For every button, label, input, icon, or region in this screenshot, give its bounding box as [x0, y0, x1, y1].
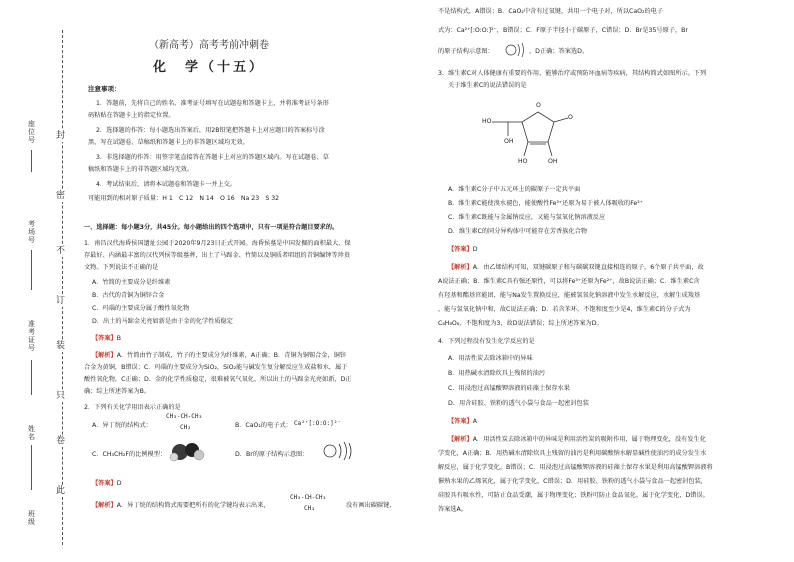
q2-explanation-formula-branch: CH₃	[304, 505, 315, 512]
q3-option: C．维生素C既能与金属钠反应，又能与氢氧化钠溶液反应	[448, 214, 606, 221]
q3-stem: 3．维生素C对人体健康有重要的作用，能够治疗或预防坏血病等疾病，其结构简式如图所示。下列	[438, 70, 707, 77]
vitamin-c-atom-label: O	[536, 102, 541, 109]
q2-explanation	[92, 500, 269, 509]
vitamin-c-atom-label: HO	[482, 118, 492, 125]
exam-room-label: 考场号	[28, 220, 35, 244]
q2-explanation-cont: 的原子结构示意图：	[438, 48, 494, 55]
q1-option: B．古代的青铜为铜锌合金	[92, 292, 165, 299]
q3-explanation	[448, 262, 704, 271]
explanation-label: 【解析】	[92, 502, 117, 509]
answer-label: 【答案】	[448, 418, 473, 425]
q2-option-b: B．CaO₂的电子式：	[235, 422, 292, 429]
vitamin-c-atom-label: OH	[504, 138, 514, 145]
q2-option-a-formula: CH₃-CH-CH₃	[166, 413, 203, 420]
q1-explanation-line: 确；综上所述答案为B。	[84, 388, 151, 395]
binding-word: 密	[56, 191, 66, 201]
answer-value: B	[116, 335, 121, 342]
q2-explanation-cont: ，D正确；答案选D。	[529, 48, 589, 55]
q4-option: B．用热碱水清除炊具上残留的油污	[448, 370, 546, 377]
explanation-label: 【解析】	[448, 264, 473, 271]
seat-number-blank[interactable]	[31, 150, 32, 172]
binding-dashed-line	[62, 30, 63, 545]
binding-word: 卷	[56, 436, 66, 446]
binding-word: 订	[56, 296, 66, 306]
vitamin-c-atom-label: OH	[548, 158, 558, 165]
vitamin-c-atom-label: HO	[518, 158, 528, 165]
q2-explanation-formula: CH₃-CH-CH₃	[290, 494, 327, 501]
q4-explanation-line: 答案选A。	[438, 506, 467, 513]
explanation-text: A．竹简由竹子制成，竹子的主要成分为纤维素，A正确；B．青铜为铜锡合金，铜锌	[116, 352, 347, 359]
answer-value: D	[116, 480, 122, 487]
ticket-number-blank[interactable]	[31, 360, 32, 395]
q2-stem: 2．下列有关化学用语表示正确的是	[84, 404, 181, 411]
q3-option: D．维生素C的同分异构体中可能存在芳香族化合物	[448, 228, 588, 235]
explanation-text: A．用活性炭去除冰箱中的异味是利用活性炭的吸附作用，属于物理变化，没有发生化	[472, 436, 706, 443]
q2-option-c: C．CH₃CH₂F的比例模型：	[92, 451, 167, 458]
binding-word: 不	[56, 246, 66, 256]
notice-line: 1．答题前，先将自己的姓名、准考证号填写在试题卷和答题卡上，并将准考证号条形	[96, 100, 329, 107]
answer-label: 【答案】	[448, 246, 473, 253]
answer-value: A	[472, 418, 477, 425]
binding-word: 封	[56, 131, 66, 141]
q2-option-a-formula-branch: CH₃	[180, 424, 191, 431]
q1-explanation-line: 酸性氧化物，C正确；D．金的化学性质稳定，很难被氧气氧化，所以出土的马蹄金光亮如新，D正	[84, 376, 352, 383]
explanation-text: A．由乙烯结构可知，双键碳原子和与碳碳双键直接相连的原子，6个原子共平面，故	[472, 264, 704, 271]
explanation-label: 【解析】	[92, 352, 117, 359]
name-label: 姓名	[28, 425, 35, 441]
q4-option: D．用含硅胶、铁粉的透气小袋与食品一起密封包装	[448, 400, 589, 407]
q1-stem: 1．南昌汉代海昏侯国遗址公园于2020年9月23日正式开园。海昏侯墓是中国发掘的面积最大、保	[84, 240, 351, 247]
exam-series-title: （新高考）高考考前冲刺卷	[149, 40, 269, 51]
q2-explanation-cont: 不是结构式，A错误；B．CaO₂中含有过氧键，共用一个电子对，所以CaO₂的电子	[438, 8, 664, 15]
q2-explanation-end: 没有画出碳碳键，	[346, 502, 396, 509]
q4-stem: 4．下列过程没有发生化学反应的是	[438, 338, 535, 345]
notice-line: 3．非选择题的作答：用签字笔直接答在答题卡上对应的答题区域内。写在试题卷、草	[96, 154, 329, 161]
answer-value: D	[472, 246, 478, 253]
explanation-text: A．异丁烷的结构简式需要把所有的化学键均表示出来，	[116, 502, 270, 509]
q2-explanation-cont: 式为：Ca²⁺[:O:O:]²⁻，B错误；C．F原子半径小于碳原子，C错误；D．Br是35号原子，Br	[438, 27, 688, 34]
notice-line: 稿纸和答题卡上的非答题区域均无效。	[88, 166, 194, 173]
q2-option-a: A．异丁烷的结构式：	[92, 422, 152, 429]
q1-answer	[92, 333, 121, 342]
exam-room-blank[interactable]	[31, 250, 32, 290]
page-title: 化 学（十五）	[152, 60, 265, 75]
q1-option: C．玛瑙的主要成分属于酸性氧化物	[92, 305, 190, 312]
q4-answer	[448, 416, 477, 425]
q1-explanation-line: 合金为黄铜，B错误；C．玛瑙的主要成分为SiO₂，SiO₂能与碱发生复分解反应生成盐和水，属于	[84, 364, 348, 371]
q1-stem: 存最好、内涵最丰富的汉代列侯等级墓葬，出土了马蹄金、竹简以及铜质者唱组的青铜编钟等珍贵	[84, 252, 351, 259]
binding-word: 只	[56, 391, 66, 401]
q4-option: A．用活性炭去除冰箱中的异味	[448, 355, 533, 362]
q3-explanation-line: C₆H₈O₆，不饱和度为3，故D说法错误；综上所述答案为D。	[438, 320, 603, 327]
class-label: 班级	[28, 510, 35, 526]
binding-word: 装	[56, 341, 66, 351]
q4-explanation	[448, 434, 706, 443]
q3-stem: 关于维生素C的说法错误的是	[448, 82, 527, 89]
vitamin-c-atom-label: O	[568, 114, 573, 121]
q1-stem: 文物。下列说法不正确的是	[84, 264, 159, 271]
q3-explanation-line: 有羟基和酯基官能团，能与Na发生置换反应，能被氢氧化钠溶液中发生水解反应，水解生成羧基	[438, 292, 701, 299]
binding-margin	[18, 30, 74, 545]
q4-option: C．用浸泡过高锰酸钾溶液的硅藻土保存水果	[448, 385, 570, 392]
ticket-number-label: 准考证号	[28, 320, 35, 352]
q2-answer	[92, 478, 122, 487]
vitamin-c-structure-diagram	[478, 92, 588, 170]
bromine-atom-diagram-icon	[505, 40, 527, 60]
notice-heading: 注意事项：	[88, 85, 121, 93]
fluoroethane-model-icon	[168, 440, 206, 462]
q4-explanation-line: 硅胶具有吸水性，可防止食品受潮，属于物理变化；铁粉可防止食品氧化，属于化学变化，D错误。	[438, 492, 709, 499]
q3-option: A．维生素C分子中五元环上的碳原子一定共平面	[448, 186, 581, 193]
answer-label: 【答案】	[92, 480, 117, 487]
q3-explanation-line: ，能与氢氧化钠中和，故C说法正确；D．若含苯环，不饱和度至少是4，维生素C的分子式为	[438, 306, 691, 313]
bromine-atom-diagram-icon	[322, 440, 356, 462]
q1-option: D．出土的马蹄金光亮如新是由于金的化学性质稳定	[92, 318, 233, 325]
q1-explanation	[92, 350, 346, 359]
name-blank[interactable]	[31, 445, 32, 490]
explanation-label: 【解析】	[448, 436, 473, 443]
notice-line: 黑，写在试题卷、草稿纸和答题卡上的非答题区域均无效。	[88, 139, 249, 146]
q4-explanation-line: 学变化，A正确；B．用热碱水清除炊具上残留的油污是利用碳酸钠水解显碱性使油污的成分发生水	[438, 450, 707, 457]
section-heading: 一、选择题：每小题3分，共45分。每小题给出的四个选项中，只有一项是符合题目要求的。	[84, 224, 339, 231]
atomic-mass-line: 可能用到的相对原子质量：H 1 C 12 N 14 O 16 Na 23 S 32	[88, 195, 280, 202]
q3-option: B．维生素C能使溴水褪色，能使酸性Fe³⁺还原为易于被人体吸收的Fe²⁺	[448, 200, 643, 207]
q2-option-b-formula: Ca²⁺[:O:O:]²⁻	[294, 420, 341, 427]
q4-explanation-line: 解反应，属于化学变化，B错误；C．用浸泡过高锰酸钾溶液的硅藻土保存水果是利用高锰酸钾溶液将	[438, 464, 713, 471]
q2-option-d: D．Br的原子结构示意图：	[235, 451, 309, 458]
binding-word: 此	[56, 486, 66, 496]
answer-label: 【答案】	[92, 335, 117, 342]
q3-explanation-line: A说法正确；B．维生素C具有强还原性，可以将Fe³⁺还原为Fe²⁺，故B说法正确；C．维生素C含	[438, 278, 700, 285]
notice-line: 4．考试结束后，请将本试题卷和答题卡一并上交。	[96, 181, 237, 188]
q3-answer	[448, 244, 478, 253]
q1-option: A．竹简的主要成分是纤维素	[92, 279, 171, 286]
notice-line: 码粘贴在答题卡上的指定位置。	[88, 112, 175, 119]
q4-explanation-line: 催熟水果的乙烯氧化，属于化学变化，C错误；D．用硅胶、铁粉的透气小袋与食品一起密封包装，	[438, 478, 707, 485]
notice-line: 2．选择题的作答：每小题选出答案后，用2B铅笔把答题卡上对应题目的答案标号涂	[96, 127, 325, 134]
seat-number-label: 座位号	[28, 120, 35, 144]
